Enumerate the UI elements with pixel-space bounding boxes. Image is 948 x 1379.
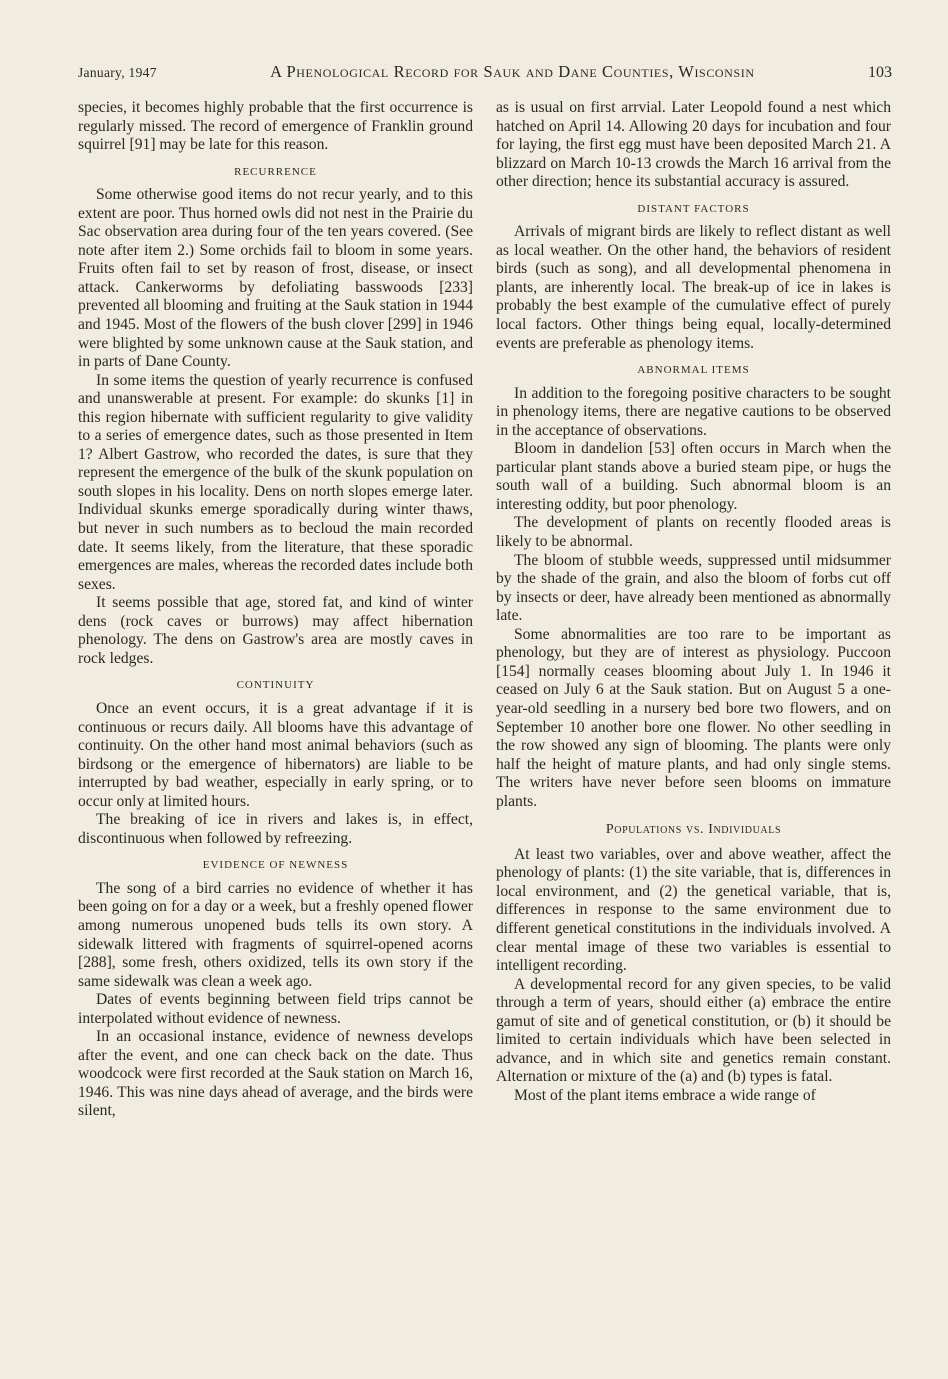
section-heading-recurrence: RECURRENCE [234,165,317,178]
paragraph: The bloom of stubble weeds, suppressed until midsummer by the shade of the grain, and also the bloom of forbs cut off by insects or deer, have already been mentioned as abnormally late. [496,551,891,625]
running-head [78,62,892,86]
paragraph: Bloom in dandelion [53] often occurs in March when the particular plant stands above a buried steam pipe, or hugs the south wall of a building. Such abnormal bloom is an interesting oddity, but poor phenology. [496,440,891,513]
page-number: 103 [868,64,892,81]
paragraph: species, it becomes highly probable that the first occurrence is regularly missed. The record of emergence of Franklin ground squirrel [91] may be late for this reason. [78,99,473,154]
paragraph: In some items the question of yearly recurrence is confused and unanswerable at present. For example: do skunks [1] in this region hibernate with sufficient regularity to give validity to a series of emergence dates, such as those presented in Item 1? Albert Gastrow, who recorded the dates, is sure that they represent the emergence of the bulk of the skunk population on south slopes in his locality. Dens on north slopes emerge later. Individual skunks emerge sporadically during winter thaws, but never in such numbers as to becloud the main recorded date. It seems likely, from the literature, that these sporadic emergences are males, whereas the recorded dates include both sexes. [78,371,473,593]
paragraph: Some otherwise good items do not recur yearly, and to this extent are poor. Thus horned owls did not nest in the Prairie du Sac observation area during four of the ten years covered. (See note after item 2.) Some orchids fail to bloom in some years. Fruits often fail to set by reason of frost, disease, or insect attack. Cankerworms by defoliating basswoods [233] prevented all blooming and fruiting at the Sauk station in 1944 and 1945. Most of the flowers of the bush clover [299] in 1946 were blighted by some unknown cause at the Sauk station, and in parts of Dane County. [78,186,473,371]
section-heading-evidence-of-newness: EVIDENCE OF NEWNESS [202,859,349,872]
paragraph: Most of the plant items embrace a wide range of [514,1086,816,1104]
paragraph: Once an event occurs, it is a great advantage if it is continuous or recurs daily. All blooms have this advantage of continuity. On the other hand most animal behaviors (such as birdsong or the emergence of hibernators) are liable to be interrupted by bad weather, especially in early spring, or to occur only at limited hours. [78,699,473,810]
paragraph: A developmental record for any given species, to be valid through a term of years, should either (a) embrace the entire gamut of site and of genetical constitution, or (b) it should be limited to certain individuals which have been selected in advance, and in which site and genetics remain constant. Alternation or mixture of the (a) and (b) types is fatal. [496,975,891,1086]
running-title: A Phenological Record for Sauk and Dane Counties, Wisconsin [270,62,755,81]
section-heading-continuity: CONTINUITY [236,679,315,692]
issue-date: January, 1947 [78,65,157,80]
section-heading-distant-factors: DISTANT FACTORS [637,202,750,215]
paragraph: Dates of events beginning between field trips cannot be interpolated without evidence of newness. [78,991,473,1027]
paragraph: At least two variables, over and above weather, affect the phenology of plants: (1) the site variable, that is, differences in local environment, and (2) the genetical variable, that is, differences in response to the same environment due to different genetical constitutions in the individuals involved. A clear mental image of these two variables is essential to intelligent recording. [496,845,891,975]
right-column [496,99,891,1105]
paragraph: The song of a bird carries no evidence of whether it has been going on for a day or a week, but a freshly opened flower among numerous unopened buds tells its own story. A sidewalk littered with fragments of squirrel-opened acorns [288], some fresh, others oxidized, tells its own story if the same sidewalk was clean a week ago. [78,879,473,990]
section-heading-abnormal-items: ABNORMAL ITEMS [637,364,750,377]
paragraph: The development of plants on recently flooded areas is likely to be abnormal. [496,514,891,551]
paragraph: In an occasional instance, evidence of newness develops after the event, and one can check back on the date. Thus woodcock were first recorded at the Sauk station on March 16, 1946. This was nine days ahead of average, and the birds were silent, [78,1028,473,1120]
paragraph: Arrivals of migrant birds are likely to reflect distant as well as local weather. On the other hand, the behaviors of resident birds (such as song), and all developmental phenomena in plants, are inherently local. The break-up of ice in lakes is probably the best example of the cumulative effect of purely local factors. Other things being equal, locally-determined events are preferable as phenology items. [496,223,891,352]
paragraph: The breaking of ice in rivers and lakes is, in effect, discontinuous when followed by refreezing. [78,811,473,847]
section-heading-populations-vs-individuals: Populations vs. Individuals [605,822,782,838]
paragraph: as is usual on first arrvial. Later Leopold found a nest which hatched on April 14. Allowing 20 days for incubation and four for laying, the first egg must have been deposited March 21. A blizzard on March 10-13 crowds the March 16 arrival from the other direction; hence its substantial accuracy is assured. [496,99,891,191]
paragraph: It seems possible that age, stored fat, and kind of winter dens (rock caves or burrows) may affect hibernation phenology. The dens on Gastrow's area are mostly caves in rock ledges. [78,594,473,667]
paragraph: In addition to the foregoing positive characters to be sought in phenology items, there are negative cautions to be observed in the acceptance of observations. [496,384,891,439]
left-column [78,99,473,1121]
paragraph: Some abnormalities are too rare to be important as phenology, but they are of interest as physiology. Puccoon [154] normally ceases blooming about July 1. In 1946 it ceased on July 6 at the Sauk station. But on August 5 a one-year-old seedling in a nursery bed bore two flowers, and on September 10 another bore one flower. No other seedling in the row showed any sign of blooming. The plants were only half the height of mature plants, and had only single stems. The writers have never before seen blooms on immature plants. [496,625,891,810]
